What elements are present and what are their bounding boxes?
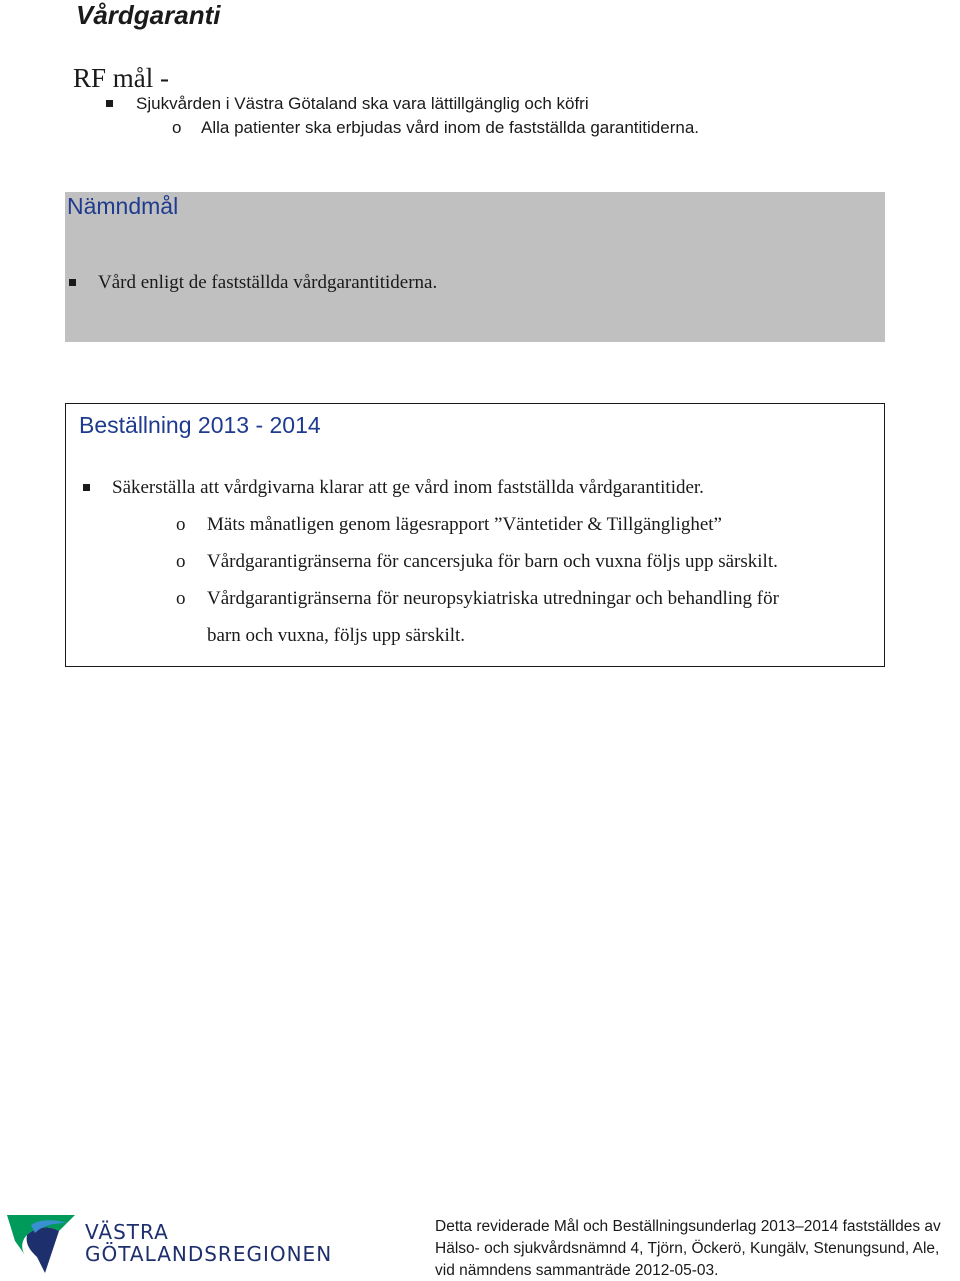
bestallning-heading: Beställning 2013 - 2014: [79, 412, 321, 438]
circle-bullet-icon: o: [172, 118, 182, 137]
bestallning-sub-item-continuation: barn och vuxna, följs upp särskilt.: [207, 625, 466, 646]
footer-line: Detta reviderade Mål och Beställningsunderlag 2013–2014 fastställdes av: [435, 1218, 941, 1235]
rf-heading: RF mål -: [73, 63, 170, 93]
bestallning-bullet-text: Säkerställa att vårdgivarna klarar att ge vård inom fastställda vårdgarantitider.: [112, 477, 704, 498]
logo-line-2: GÖTALANDSREGIONEN: [85, 1242, 333, 1266]
bestallning-box: [65, 403, 885, 667]
circle-bullet-icon: o: [176, 551, 186, 572]
square-bullet-icon: [106, 100, 113, 107]
logo-line-1: VÄSTRA: [85, 1220, 169, 1244]
vgr-logo: [5, 1211, 333, 1277]
vgr-logo-mark-icon: [5, 1211, 80, 1277]
square-bullet-icon: [69, 279, 76, 286]
bestallning-sub-item: Mäts månatligen genom lägesrapport ”Väntetider & Tillgänglighet”: [207, 514, 722, 535]
namndmal-bullet-text: Vård enligt de fastställda vårdgarantitiderna.: [98, 272, 438, 293]
page-title: Vårdgaranti: [76, 0, 221, 30]
circle-bullet-icon: o: [176, 588, 186, 609]
square-bullet-icon: [83, 484, 90, 491]
namndmal-heading: Nämndmål: [67, 193, 179, 219]
rf-bullet-text: Sjukvården i Västra Götaland ska vara lättillgänglig och köfri: [136, 94, 589, 113]
namndmal-box: [65, 192, 885, 342]
bestallning-sub-item: Vårdgarantigränserna för neuropsykiatriska utredningar och behandling för: [207, 588, 779, 609]
footer-line: Hälso- och sjukvårdsnämnd 4, Tjörn, Öckerö, Kungälv, Stenungsund, Ale,: [435, 1240, 940, 1257]
footer-line: vid nämndens sammanträde 2012-05-03.: [435, 1262, 719, 1279]
rf-sub-bullet-text: Alla patienter ska erbjudas vård inom de fastställda garantitiderna.: [201, 118, 700, 137]
circle-bullet-icon: o: [176, 514, 186, 535]
bestallning-sub-item: Vårdgarantigränserna för cancersjuka för barn och vuxna följs upp särskilt.: [207, 551, 778, 572]
